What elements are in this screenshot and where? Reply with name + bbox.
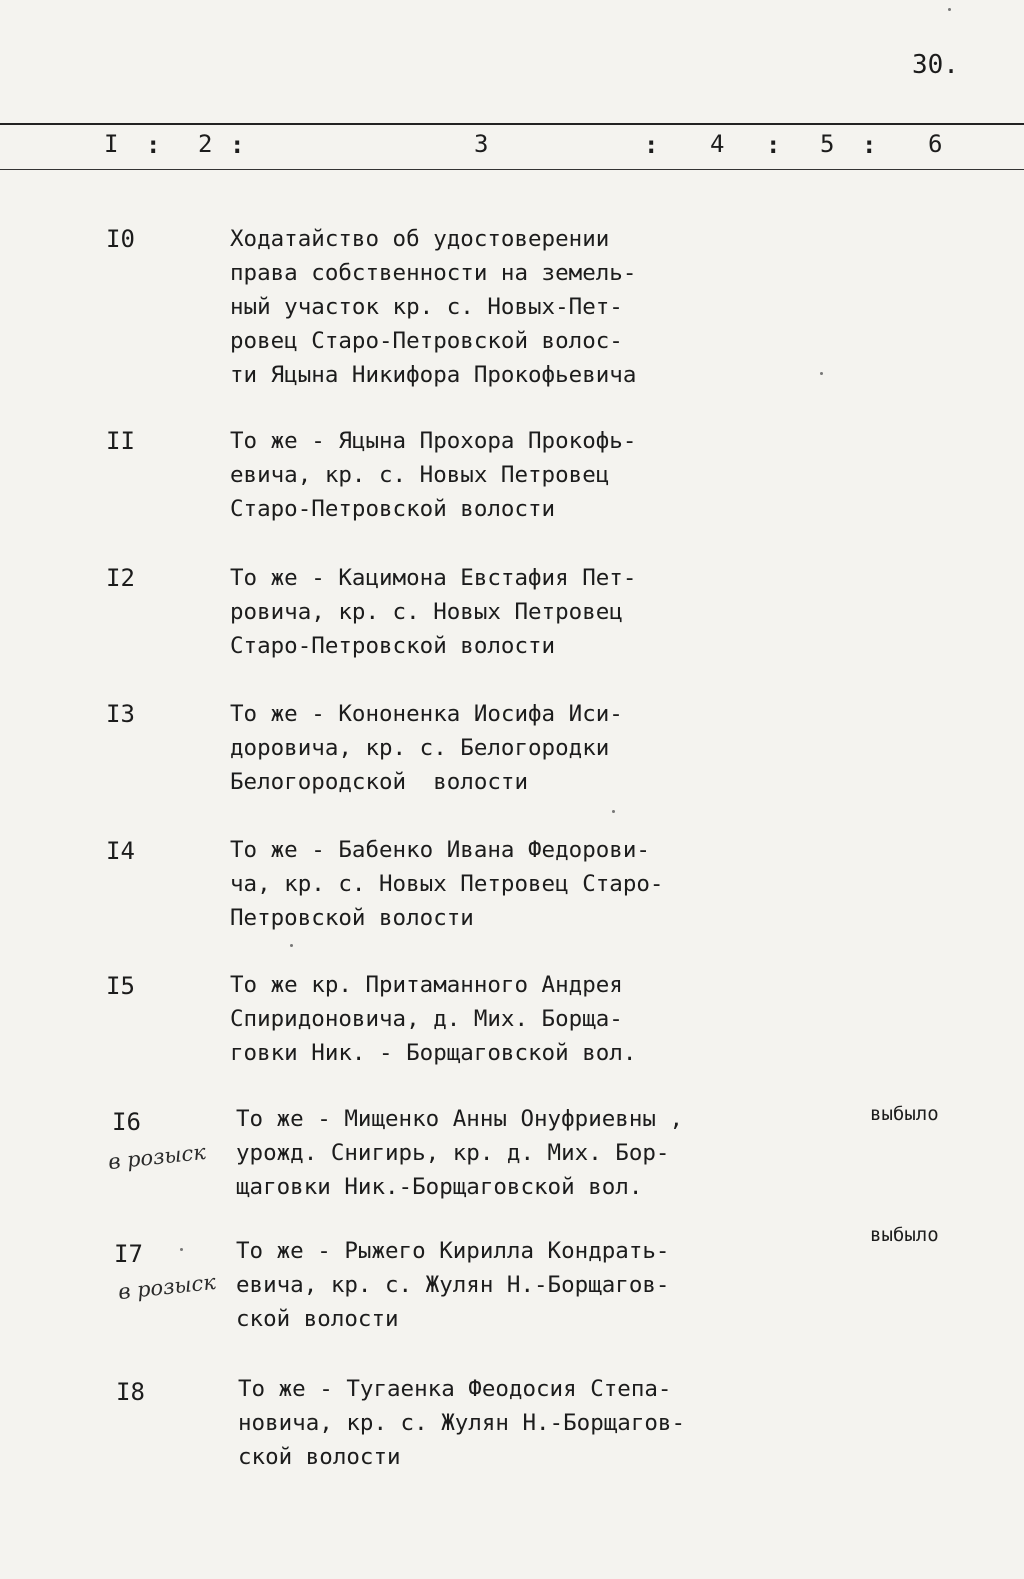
column-header-2: 2 [198, 130, 213, 158]
row-status-note: выбыло [870, 1224, 939, 1246]
row-number: I4 [106, 837, 135, 865]
row-description: То же - Бабенко Ивана Федорови- ча, кр. с. Новых Петровец Старо- Петровской волости [230, 837, 664, 931]
row-number: I7 [114, 1240, 143, 1268]
row-description: То же - Рыжего Кирилла Кондрать- евича, кр. с. Жулян Н.-Борщагов- ской волости [236, 1238, 670, 1332]
row-description: То же - Кацимона Евстафия Пет- ровича, кр. с. Новых Петровец Старо-Петровской волости [230, 565, 637, 659]
row-number: I8 [116, 1378, 145, 1406]
scan-speck [180, 1248, 183, 1251]
column-separator: : [766, 131, 781, 159]
row-description: То же - Мищенко Анны Онуфриевны , урожд. Снигирь, кр. д. Мих. Бор- щаговки Ник.-Борщаговской вол. [236, 1106, 684, 1200]
scan-speck [820, 372, 823, 375]
column-header-3: 3 [474, 130, 489, 158]
row-number: I6 [112, 1108, 141, 1136]
column-header-4: 4 [710, 130, 725, 158]
column-separator: : [146, 131, 161, 159]
header-bottom-rule [0, 169, 1024, 170]
row-description: То же - Кононенка Иосифа Иси- доровича, кр. с. Белогородки Белогородской волости [230, 701, 623, 795]
scan-speck [290, 944, 293, 947]
scan-speck [948, 8, 951, 11]
page-number: 30. [912, 50, 959, 80]
row-description: То же - Тугаенка Феодосия Степа- новича, кр. с. Жулян Н.-Борщагов- ской волости [238, 1376, 686, 1470]
row-number: I5 [106, 972, 135, 1000]
scan-speck [612, 810, 615, 813]
row-status-note: выбыло [870, 1103, 939, 1125]
row-number: I0 [106, 225, 135, 253]
row-description: То же кр. Притаманного Андрея Спиридоновича, д. Мих. Борща- говки Ник. - Борщаговской вол. [230, 972, 637, 1066]
column-separator: : [862, 131, 877, 159]
handwritten-annotation: в розыск [107, 1139, 207, 1175]
column-header-5: 5 [820, 130, 835, 158]
column-separator: : [230, 131, 245, 159]
row-number: I2 [106, 564, 135, 592]
row-description: То же - Яцына Прохора Прокофь- евича, кр. с. Новых Петровец Старо-Петровской волости [230, 428, 637, 522]
row-number: I3 [106, 700, 135, 728]
handwritten-annotation: в розыск [117, 1269, 217, 1305]
column-separator: : [644, 131, 659, 159]
column-header-1: I [104, 130, 119, 158]
row-description: Ходатайство об удостоверении права собственности на земель- ный участок кр. с. Новых-Пет- ровец Старо-Петровской волос- ти Яцына Никифора Прокофьевича [230, 226, 637, 388]
column-header-6: 6 [928, 130, 943, 158]
header-top-rule [0, 123, 1024, 125]
row-number: II [106, 427, 135, 455]
